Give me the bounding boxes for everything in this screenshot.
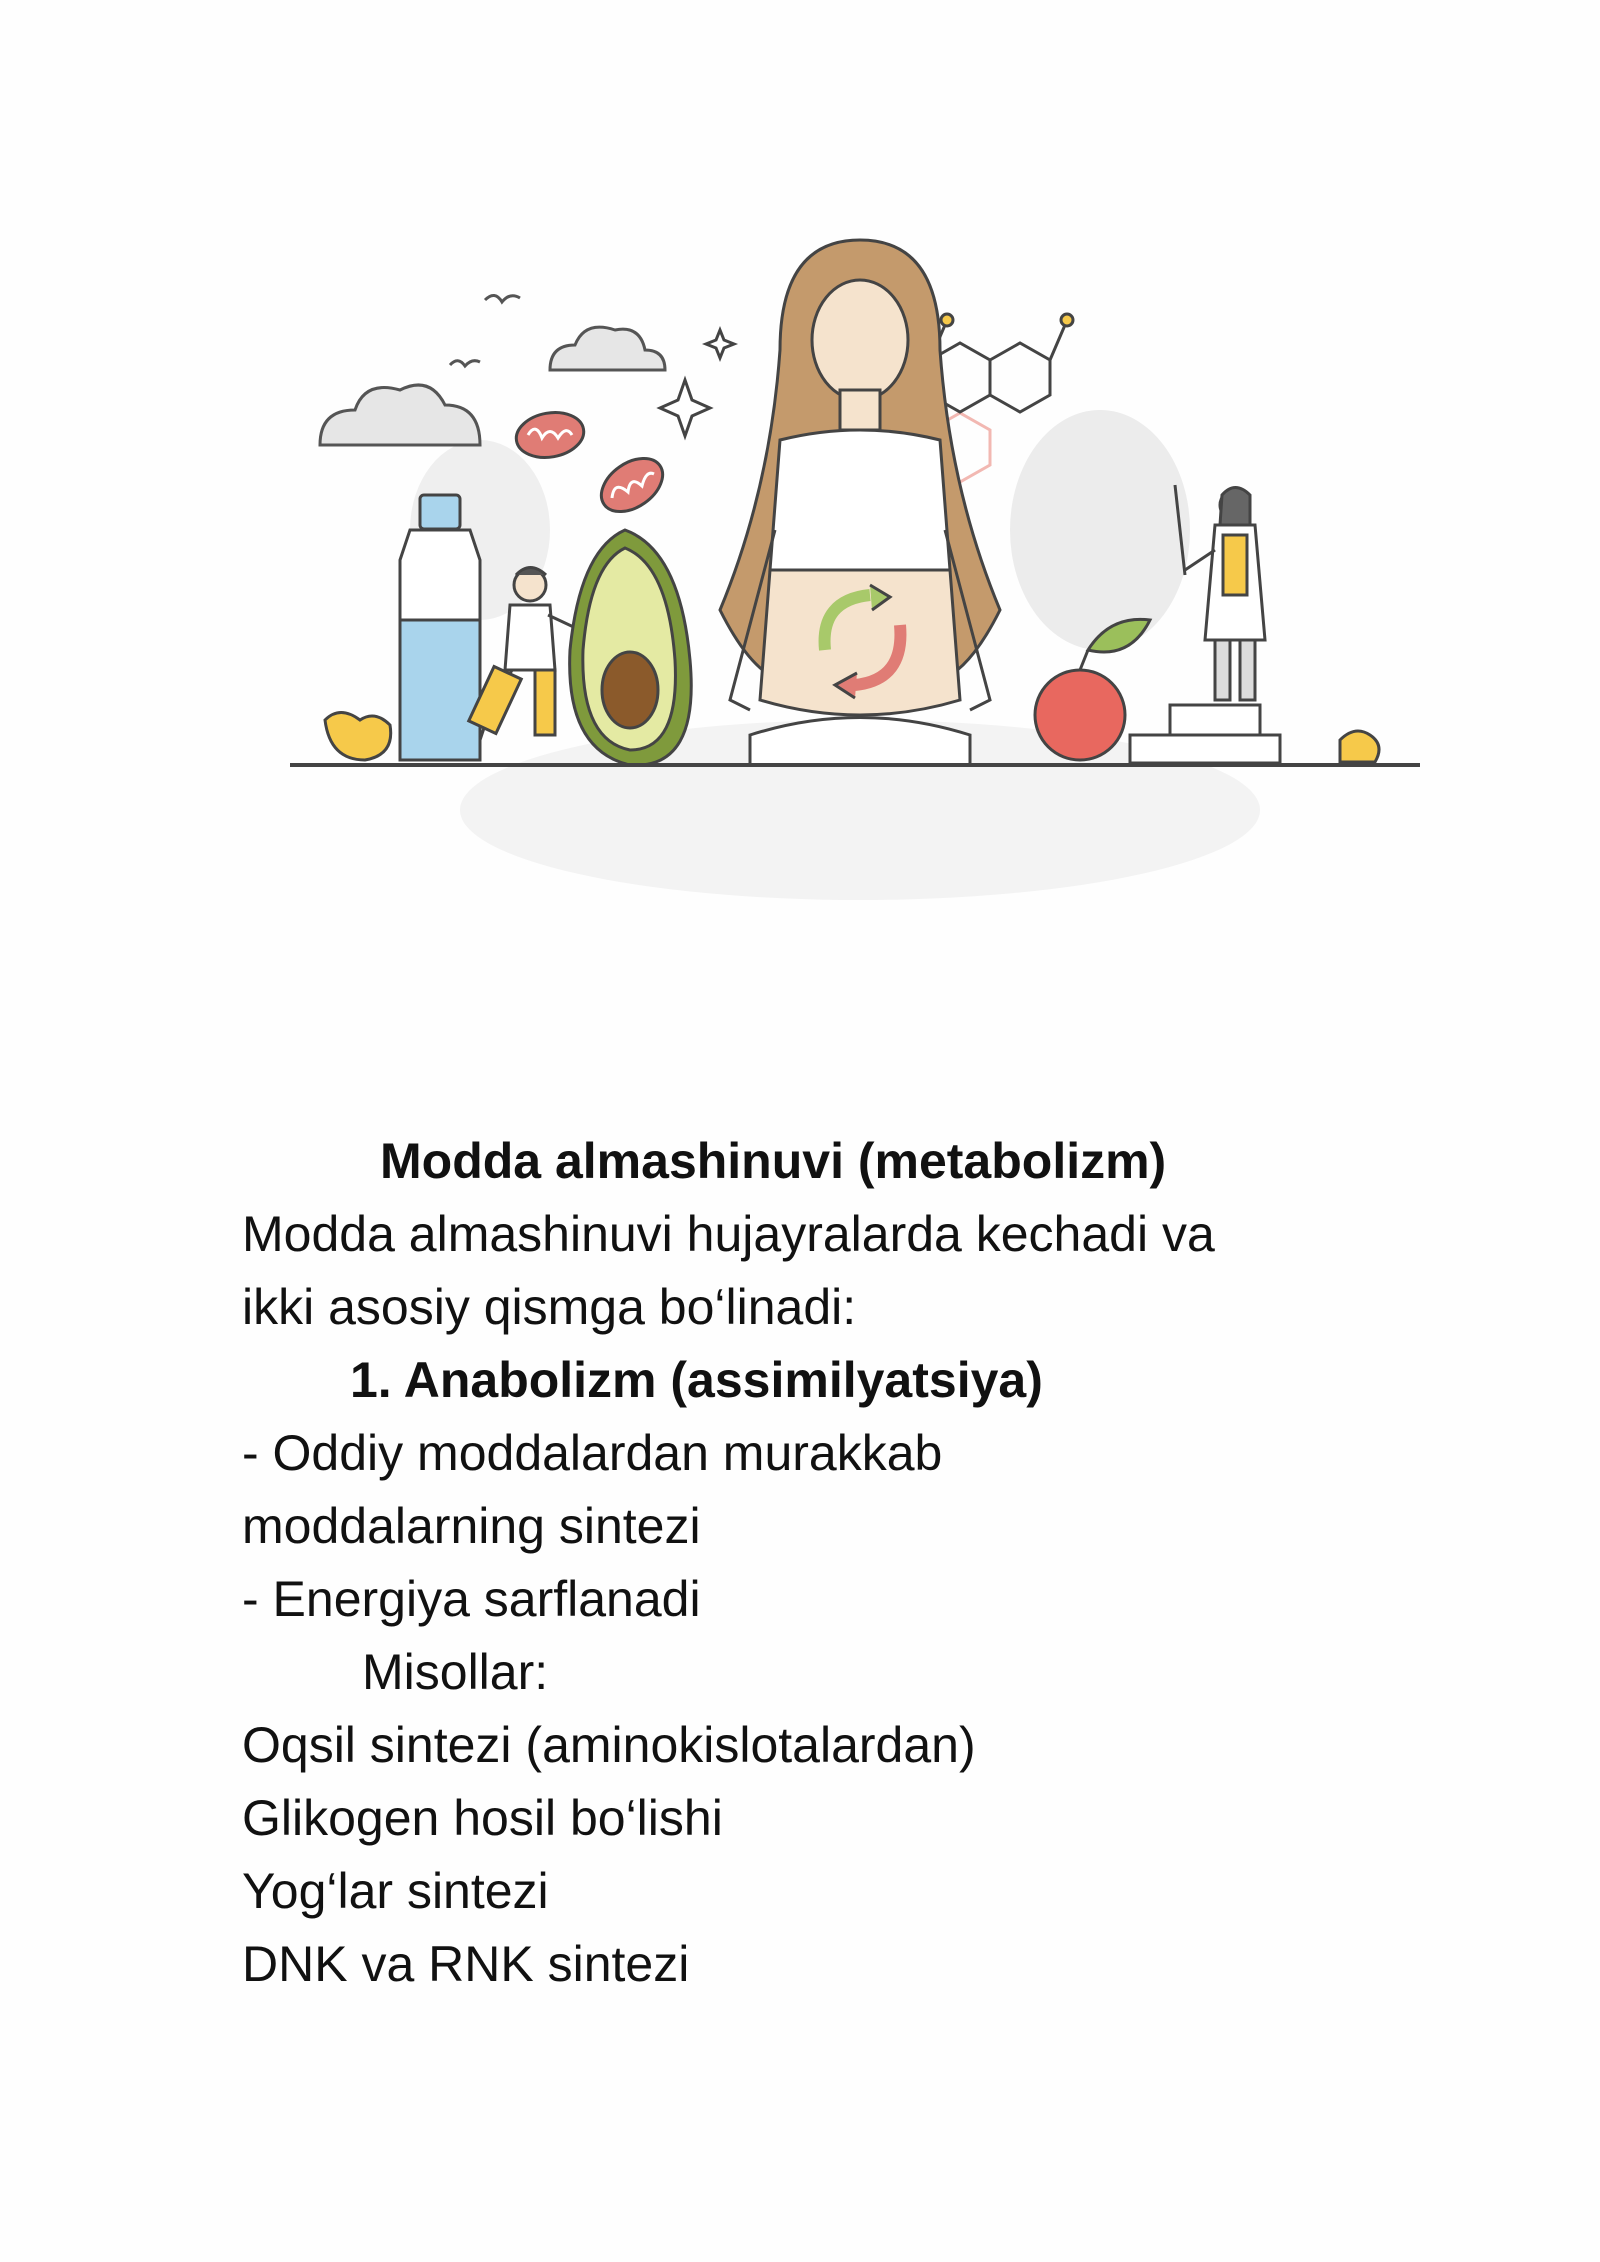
example-item: Glikogen hosil bo‘lishi <box>242 1790 723 1846</box>
cloud-icon <box>320 385 480 445</box>
example-item: Yog‘lar sintezi <box>242 1863 549 1919</box>
section-heading-anabolism: 1. Anabolizm (assimilyatsiya) <box>350 1352 1043 1408</box>
nut-icon <box>1340 731 1379 762</box>
bullet-line: moddalarning sintezi <box>242 1498 701 1554</box>
intro-line: Modda almashinuvi hujayralarda kechadi va <box>242 1206 1215 1262</box>
document-body <box>242 1125 1442 2001</box>
metabolism-illustration <box>280 230 1440 930</box>
sparkle-icon <box>660 330 734 436</box>
bird-icon <box>450 295 520 366</box>
examples-label: Misollar: <box>362 1644 549 1700</box>
avocado-icon <box>570 530 692 765</box>
intro-line: ikki asosiy qismga bo‘linadi: <box>242 1279 857 1335</box>
nut-icon <box>325 713 391 761</box>
bullet-line: - Oddiy moddalardan murakkab <box>242 1425 943 1481</box>
example-item: DNK va RNK sintezi <box>242 1936 690 1992</box>
example-item: Oqsil sintezi (aminokislotalardan) <box>242 1717 976 1773</box>
bullet-line: - Energiya sarflanadi <box>242 1571 701 1627</box>
cloud-icon <box>550 327 665 370</box>
document-title: Modda almashinuvi (metabolizm) <box>380 1133 1167 1189</box>
